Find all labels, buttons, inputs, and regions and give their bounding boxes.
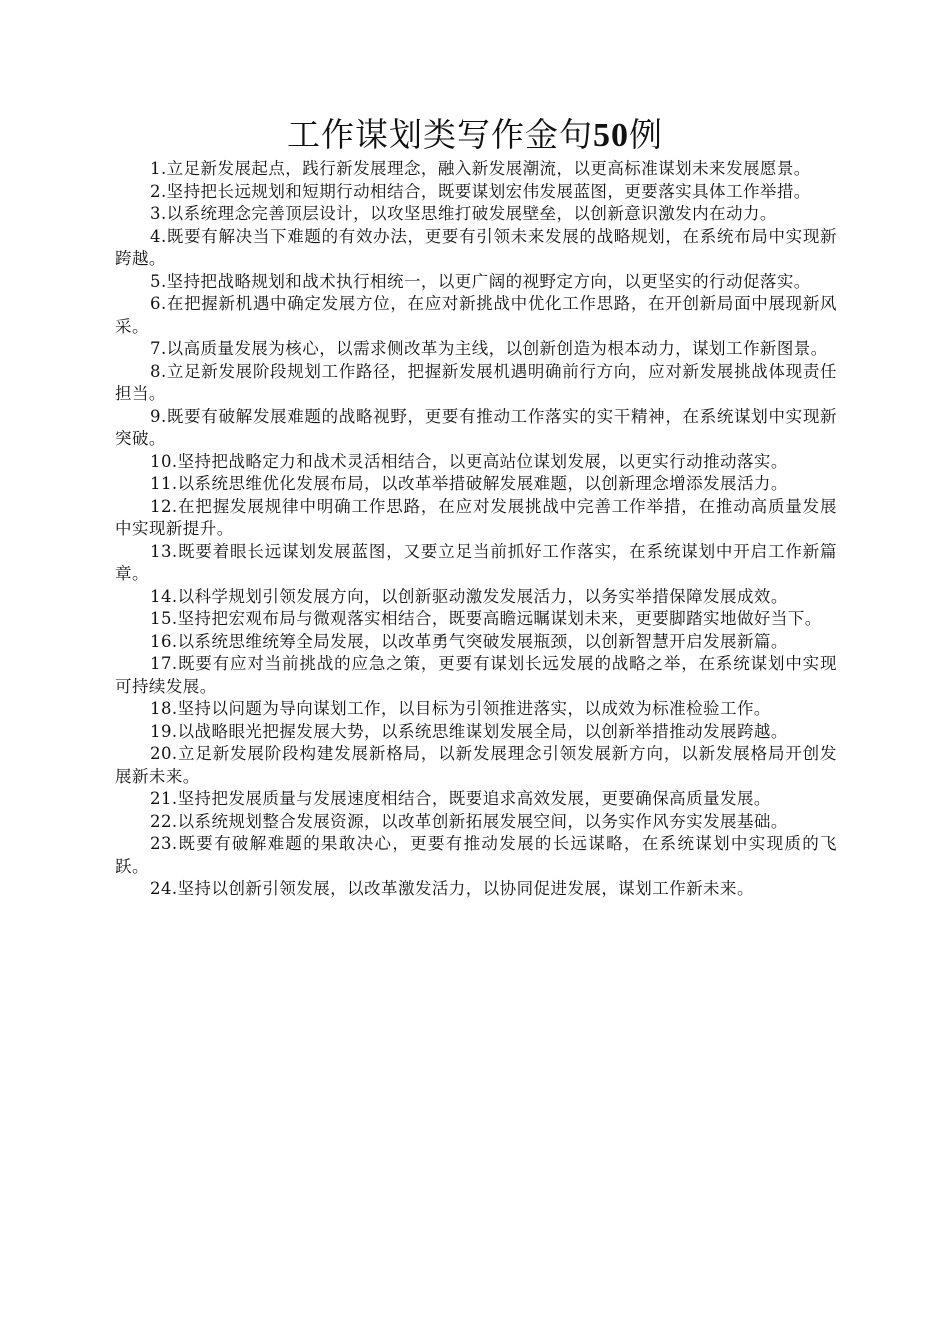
list-item: 9.既要有破解发展难题的战略视野，更要有推动工作落实的实干精神，在系统谋划中实现新突破。: [115, 406, 837, 448]
list-item: 21.坚持把发展质量与发展速度相结合，既要追求高效发展，更要确保高质量发展。: [150, 789, 771, 808]
list-item: 24.坚持以创新引领发展，以改革激发活力，以协同促进发展，谋划工作新未来。: [150, 879, 754, 898]
list-item: 2.坚持把长远规划和短期行动相结合，既要谋划宏伟发展蓝图，更要落实具体工作举措。: [150, 181, 811, 201]
list-item: 20.立足新发展阶段构建发展新格局，以新发展理念引领发展新方向，以新发展格局开创发展新未来。: [115, 744, 837, 786]
list-item: 14.以科学规划引领发展方向，以创新驱动激发发展活力，以务实举措保障发展成效。: [150, 586, 788, 606]
list-item: 19.以战略眼光把握发展大势，以系统思维谋划发展全局，以创新举措推动发展跨越。: [150, 721, 788, 741]
title-text: 工作谋划类写作金句: [287, 115, 593, 154]
list-item: 15.坚持把宏观布局与微观落实相结合，既要高瞻远瞩谋划未来，更要脚踏实地做好当下。: [150, 609, 822, 628]
list-item: 13.既要着眼长远谋划发展蓝图，又要立足当前抓好工作落实，在系统谋划中开启工作新篇章。: [115, 541, 837, 583]
sentence-list: [115, 158, 837, 901]
list-item: 23.既要有破解难题的果敢决心，更要有推动发展的长远谋略，在系统谋划中实现质的飞跃。: [115, 834, 837, 876]
list-item: 3.以系统理念完善顶层设计，以攻坚思维打破发展壁垒，以创新意识激发内在动力。: [150, 204, 777, 223]
list-item: 17.既要有应对当前挑战的应急之策，更要有谋划长远发展的战略之举，在系统谋划中实现可持续发展。: [115, 654, 837, 696]
title-number: 50: [593, 117, 629, 154]
list-item: 1.立足新发展起点，践行新发展理念，融入新发展潮流，以更高标准谋划未来发展愿景。: [150, 159, 811, 178]
list-item: 5.坚持把战略规划和战术执行相统一，以更广阔的视野定方向，以更坚实的行动促落实。: [150, 271, 811, 291]
list-item: 6.在把握新机遇中确定发展方位，在应对新挑战中优化工作思路，在开创新局面中展现新风采。: [115, 294, 837, 336]
list-item: 18.坚持以问题为导向谋划工作，以目标为引领推进落实，以成效为标准检验工作。: [150, 699, 771, 718]
list-item: 7.以高质量发展为核心，以需求侧改革为主线，以创新创造为根本动力，谋划工作新图景。: [150, 339, 828, 358]
list-item: 16.以系统思维统筹全局发展，以改革勇气突破发展瓶颈，以创新智慧开启发展新篇。: [150, 631, 788, 651]
list-item: 10.坚持把战略定力和战术灵活相结合，以更高站位谋划发展，以更实行动推动落实。: [150, 451, 788, 471]
list-item: 11.以系统思维优化发展布局，以改革举措破解发展难题，以创新理念增添发展活力。: [150, 474, 788, 493]
page-title: [0, 112, 950, 159]
list-item: 8.立足新发展阶段规划工作路径，把握新发展机遇明确前行方向，应对新发展挑战体现责任担当。: [115, 361, 837, 403]
list-item: 4.既要有解决当下难题的有效办法，更要有引领未来发展的战略规划，在系统布局中实现新跨越。: [115, 226, 837, 268]
list-item: 22.以系统规划整合发展资源，以改革创新拓展发展空间，以务实作风夯实发展基础。: [150, 811, 788, 831]
list-item: 12.在把握发展规律中明确工作思路，在应对发展挑战中完善工作举措，在推动高质量发展中实现新提升。: [115, 496, 837, 538]
title-suffix: 例: [629, 115, 663, 154]
